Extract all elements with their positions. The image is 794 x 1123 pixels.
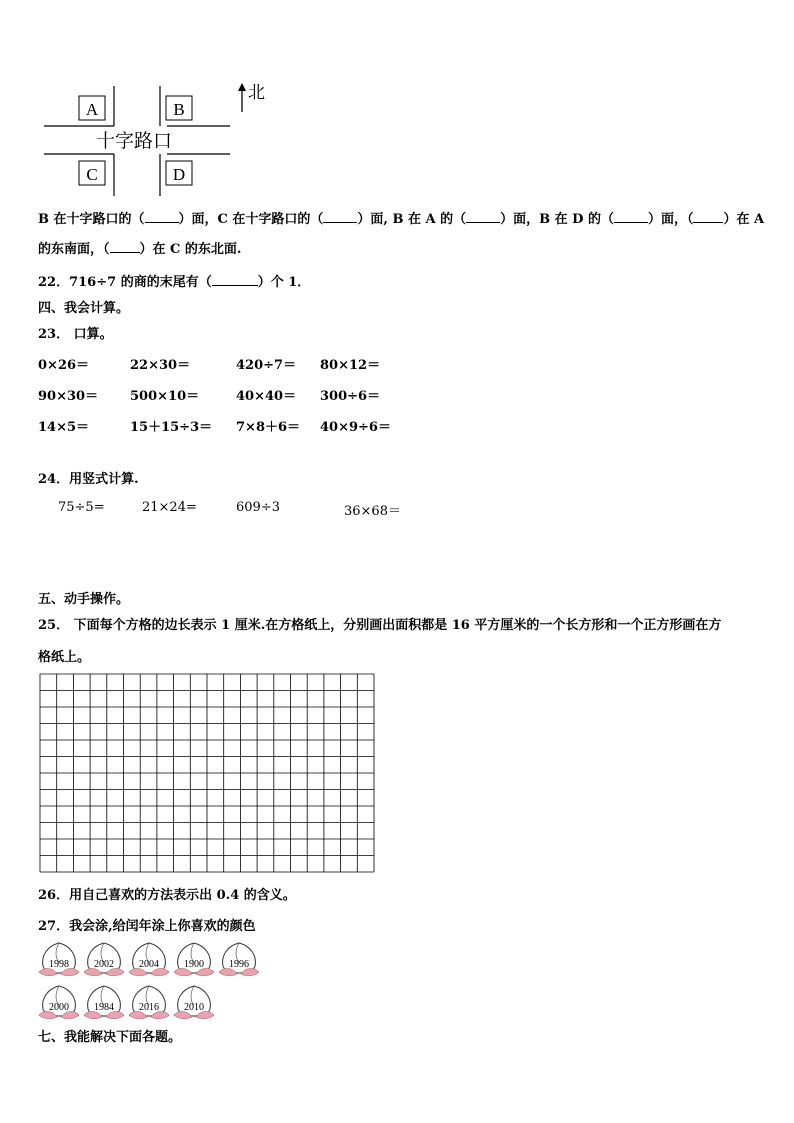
q24-item: 21×24=: [142, 500, 197, 515]
q24-label: 24．用竖式计算.: [38, 472, 139, 487]
q23-label: 23． 口算。: [38, 327, 113, 342]
peach-icon: [37, 940, 81, 980]
peach-year-item[interactable]: [82, 940, 126, 984]
section-7-heading: 七、我能解决下面各题。: [38, 1030, 182, 1045]
answer-blank[interactable]: [466, 222, 500, 223]
peach-year-label: 1996: [229, 959, 249, 970]
peach-year-label: 1998: [49, 959, 69, 970]
peach-year-label: 2004: [139, 959, 159, 970]
q23-item: 0×26＝: [38, 358, 90, 373]
peach-year-item[interactable]: [172, 940, 216, 984]
peach-year-item[interactable]: [127, 940, 171, 984]
answer-blank[interactable]: [614, 222, 648, 223]
peach-year-label: 2000: [49, 1002, 69, 1013]
peach-icon: [172, 940, 216, 980]
peach-year-label: 1900: [184, 959, 204, 970]
peach-icon: [217, 940, 261, 980]
section-5-heading: 五、动手操作。: [38, 592, 130, 607]
answer-blank[interactable]: [212, 285, 258, 286]
q23-item: 420÷7＝: [236, 358, 297, 373]
q23-item: 7×8＋6＝: [236, 420, 301, 435]
peach-icon: [172, 983, 216, 1023]
peach-icon: [82, 983, 126, 1023]
box-a-label: A: [85, 100, 99, 119]
q23-item: 40×9÷6＝: [320, 420, 391, 435]
peach-icon: [37, 983, 81, 1023]
q21-line1: B 在十字路口的（ ）面，C 在十字路口的（ ）面, B 在 A 的（ ）面，B 在 D 的（ ）面，（ ）在 A: [38, 212, 765, 227]
north-label: 北: [248, 83, 265, 103]
peach-year-item[interactable]: [37, 940, 81, 984]
peach-year-label: 2002: [94, 959, 114, 970]
square-grid-paper[interactable]: [39, 673, 377, 873]
peach-year-label: 2010: [184, 1002, 204, 1013]
peach-year-item[interactable]: [172, 983, 216, 1027]
crossroads-diagram: [40, 78, 280, 200]
section-4-heading: 四、我会计算。: [38, 301, 130, 316]
crossroads-label: 十字路口: [96, 130, 173, 152]
peach-year-item[interactable]: [127, 983, 171, 1027]
q24-item: 75÷5=: [58, 500, 105, 515]
answer-blank[interactable]: [110, 252, 140, 253]
peach-year-item[interactable]: [217, 940, 261, 984]
answer-blank[interactable]: [145, 222, 179, 223]
q23-item: 14×5＝: [38, 420, 90, 435]
answer-blank[interactable]: [323, 222, 357, 223]
q23-item: 300÷6＝: [320, 389, 381, 404]
q23-item: 15＋15÷3＝: [130, 420, 213, 435]
peach-icon: [127, 983, 171, 1023]
box-b-label: B: [173, 100, 185, 119]
peach-year-label: 2016: [139, 1002, 159, 1013]
q24-item: 609÷3: [236, 500, 280, 515]
q22: 22．716÷7 的商的末尾有（ ）个 1．: [38, 275, 311, 290]
q23-item: 500×10＝: [130, 389, 200, 404]
q23-item: 22×30＝: [130, 358, 191, 373]
q23-item: 90×30＝: [38, 389, 99, 404]
q27-label: 27．我会涂,给闰年涂上你喜欢的颜色: [38, 919, 256, 934]
answer-blank[interactable]: [693, 222, 723, 223]
peach-year-label: 1984: [94, 1002, 114, 1013]
q21-line2: 的东南面，（ ）在 C 的东北面.: [38, 242, 242, 257]
peach-year-item[interactable]: [37, 983, 81, 1027]
q26: 26．用自己喜欢的方法表示出 0.4 的含义。: [38, 888, 296, 903]
q25-line2: 格纸上。: [38, 650, 91, 665]
peach-year-item[interactable]: [82, 983, 126, 1027]
north-arrowhead-icon: [238, 83, 246, 91]
box-c-label: C: [86, 165, 98, 184]
q25-line1: 25． 下面每个方格的边长表示 1 厘米.在方格纸上，分别画出面积都是 16 平方厘米的一个长方形和一个正方形画在方: [38, 618, 722, 633]
box-d-label: D: [172, 165, 186, 184]
q24-item: 36×68＝: [344, 504, 401, 519]
q23-item: 80×12＝: [320, 358, 381, 373]
peach-icon: [127, 940, 171, 980]
peach-icon: [82, 940, 126, 980]
q23-item: 40×40＝: [236, 389, 297, 404]
